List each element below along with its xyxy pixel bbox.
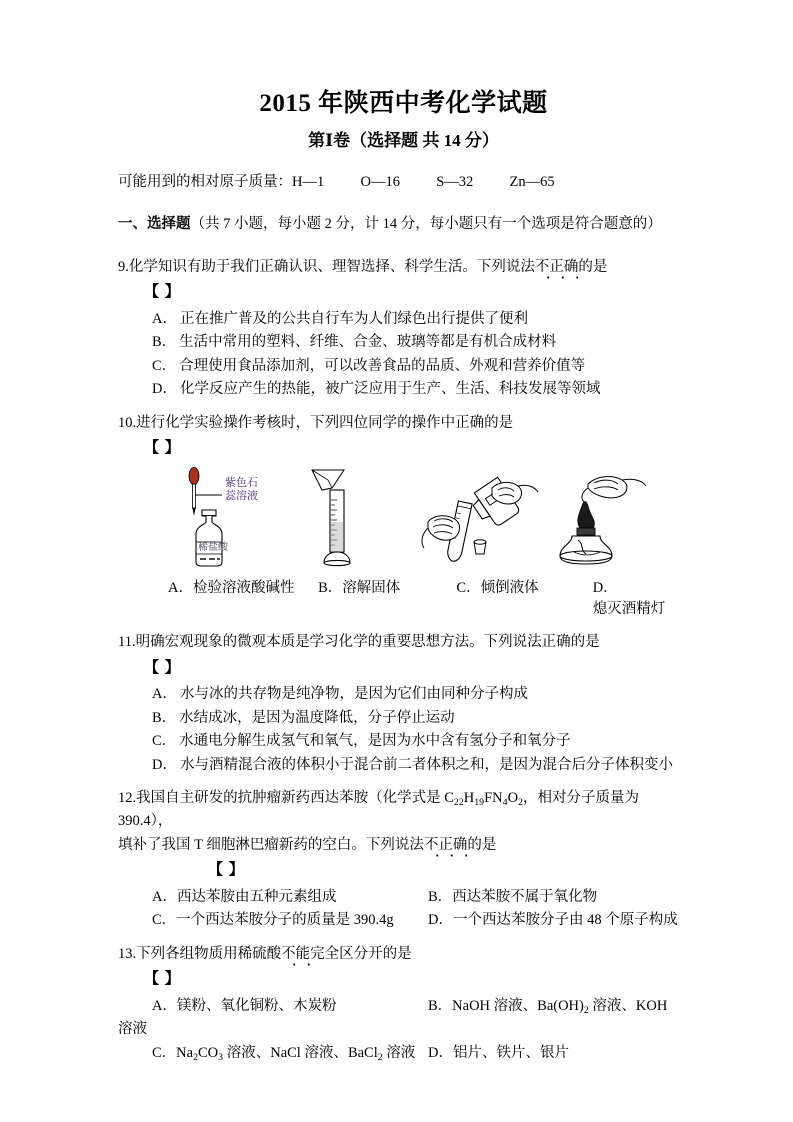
bottle-label: 稀盐酸 [198,541,228,553]
question-9-option-b[interactable] [118,331,689,354]
question-12-stem-line1: 12.我国自主研发的抗肿瘤新药西达苯胺（化学式是 $C_{22}H_{19}FN_4O_2$，相对分子质量为 390.4）， [118,790,639,829]
question-13-stem [118,943,689,965]
question-13-stem-pre: 下列各组物质用稀硫酸 [136,945,282,962]
question-12-stem-line2 [118,834,689,856]
question-11-stem-text: 明确宏观现象的微观本质是学习化学的重要思想方法。下列说法正确的是 [135,634,600,651]
option-a-text: 镁粉、氧化铜粉、木炭粉 [176,997,337,1014]
caption-d-text: 熄灭酒精灯 [592,601,666,618]
question-10-stem-text: 进行化学实验操作考核时，下列四位同学的操作中正确的是 [136,414,514,431]
caption-d-label: D． [592,579,618,596]
question-12-options-row-1 [118,886,689,909]
option-b-label: B． [428,888,453,905]
section-heading [118,214,689,236]
option-b-text: 西达苯胺不属于氧化物 [452,888,598,905]
pouring-liquid-test-tube-icon [418,466,558,571]
section-note: （共 7 小题，每小题 2 分，计 14 分，每小题只有一个选项是符合题意的） [190,216,662,233]
question-10-answer-bracket[interactable]: 【 】 [144,440,181,457]
question-12-option-b[interactable] [428,886,689,909]
caption-c-text: 倾倒液体 [480,579,539,596]
option-c-text: 水通电分解生成氢气和氧气，是因为水中含有氢分子和氧分子 [179,733,571,750]
figure-alcohol-lamp-hand [548,466,668,576]
question-9-option-a[interactable] [118,308,689,331]
litmus-dropper-bottle-icon [170,466,315,571]
caption-a-text: 检验溶液酸碱性 [192,579,295,596]
option-a-label: A． [152,997,177,1014]
option-b-label: B． [152,334,177,351]
option-c-s2: 3 [218,1051,224,1063]
question-12-option-a[interactable] [152,886,428,909]
question-11-answer-bracket[interactable]: 【 】 [144,659,181,676]
option-c-text: 合理使用食品添加剂，可以改善食品的品质、外观和营养价值等 [179,357,586,374]
caption-c-label: C． [456,579,481,596]
question-9-option-d[interactable] [118,378,689,401]
option-c-t4: 溶液 [382,1044,416,1061]
option-a-label: A． [152,888,177,905]
caption-b-text: 溶解固体 [342,579,401,596]
question-10-number: 10. [118,414,137,431]
litmus-label-line2: 蕊溶液 [225,489,258,502]
question-11-stem [118,631,689,653]
section-label: 一、选择题 [118,216,191,233]
option-c-label: C． [152,912,177,929]
option-a-text: 正在推广普及的公共自行车为人们绿色出行提供了便利 [179,310,528,327]
option-c-label: C． [152,1044,177,1061]
figure-pouring-liquid-test-tube [418,466,558,576]
option-a-text: 水与冰的共存物是纯净物，是因为它们由同种分子构成 [179,686,528,703]
caption-c [456,578,592,622]
question-9-answer-bracket[interactable]: 【 】 [144,284,181,301]
question-9-emphasis: 不正确 [535,256,579,278]
caption-b [318,578,456,622]
question-9-stem [118,256,689,278]
option-b-label: B． [152,709,177,726]
figure-litmus-dropper-bottle [170,466,315,576]
question-10-stem [118,412,689,434]
option-d-label: D． [152,381,177,398]
option-d-text: 水与酒精混合液的体积小于混合前二者体积之和，是因为混合后分子体积变小 [179,756,673,773]
question-13-number: 13. [118,945,137,962]
atomic-mass-line: 可能用到的相对原子质量：H—1 O—16 S—32 Zn—65 [118,174,555,191]
question-11-option-d[interactable] [118,754,689,777]
option-d-label: D． [428,1044,453,1061]
option-a-label: A． [152,310,177,327]
question-9-stem-pre: 化学知识有助于我们正确认识、理智选择、科学生活。下列说法 [128,258,535,275]
option-b-subscript: 2 [583,1004,589,1016]
option-b-text-post: 溶液、KOH [588,997,668,1014]
option-c-s3: 2 [377,1051,383,1063]
question-12-answer-bracket[interactable]: 【 】 [208,862,245,879]
graduated-cylinder-funnel-icon [304,466,424,571]
question-12-option-d[interactable] [428,909,689,932]
question-13-options-row-2 [118,1042,689,1065]
question-11-option-b[interactable] [118,707,689,730]
option-d-label: D． [152,756,177,773]
paper-section-subtitle: 第Ⅰ卷（选择题 共 14 分） [308,130,499,150]
litmus-label-line1: 紫色石 [225,476,258,489]
figure-graduated-cylinder-funnel [304,466,424,576]
page-title: 2015 年陕西中考化学试题 [259,90,548,117]
option-c-text: 一个西达苯胺分子的质量是 390.4g [176,912,394,929]
option-c-t1: Na [176,1044,194,1061]
question-12-line2-post: 的是 [467,837,497,854]
question-12-line2-pre: 填补了我国 T 细胞淋巴瘤新药的空白。下列说法 [118,837,424,854]
question-13-answer-bracket[interactable]: 【 】 [144,971,181,988]
question-13-emphasis: 不能 [281,943,310,965]
question-10-captions [118,578,689,622]
question-13-option-c[interactable] [152,1042,428,1065]
option-b-label: B． [428,997,453,1014]
option-d-text: 铝片、铁片、银片 [452,1044,569,1061]
question-13-option-b-wrap: 溶液 [118,1021,147,1038]
question-13-option-d[interactable] [428,1042,689,1065]
option-b-text: 水结成冰，是因为温度降低，分子停止运动 [179,709,455,726]
question-11-option-c[interactable] [118,730,689,753]
option-c-label: C． [152,357,177,374]
formula-c-sub: 22 [453,796,464,808]
option-d-text: 化学反应产生的热能，被广泛应用于生产、生活、科技发展等领域 [179,381,601,398]
question-13-option-b[interactable] [428,995,689,1018]
option-b-text: 生活中常用的塑料、纤维、合金、玻璃等都是有机合成材料 [179,334,557,351]
option-c-s1: 2 [193,1051,199,1063]
option-d-text: 一个西达苯胺分子由 48 个原子构成 [452,912,678,929]
caption-b-label: B． [318,579,343,596]
question-12-stem-post: ，相对分子质量为 390.4）， [118,790,639,829]
question-12-option-c[interactable] [152,909,428,932]
question-12-emphasis: 不正确 [424,834,468,856]
formula-h-sub: 19 [474,796,485,808]
question-13-options-row-1 [118,995,689,1018]
question-9-number: 9. [118,258,129,275]
option-c-t3: 溶液、NaCl 溶液、BaCl [223,1044,378,1061]
question-12-options-row-2 [118,909,689,932]
option-d-label: D． [428,912,453,929]
question-13-stem-post: 完全区分开的是 [310,945,412,962]
formula-o-sub: 2 [518,796,523,808]
question-9-stem-post: 的是 [578,258,608,275]
caption-a [168,578,318,622]
alcohol-lamp-hand-icon [548,466,668,571]
caption-a-label: A． [168,579,193,596]
option-b-text-pre: NaOH 溶液、Ba(OH) [452,997,584,1014]
question-11-number: 11. [118,634,136,651]
caption-d [593,578,689,622]
option-a-label: A． [152,686,177,703]
question-10-figure-strip [118,466,689,574]
option-c-t2: CO [198,1044,219,1061]
question-12-number: 12. [118,790,137,807]
question-12-stem-pre: 我国自主研发的抗肿瘤新药西达苯胺（化学式是 C [136,790,454,807]
question-9-option-c[interactable] [118,355,689,378]
option-c-label: C． [152,733,177,750]
question-13-option-a[interactable] [152,995,428,1018]
option-a-text: 西达苯胺由五种元素组成 [176,888,337,905]
formula-n-sub: 4 [502,796,508,808]
question-11-option-a[interactable] [118,683,689,706]
